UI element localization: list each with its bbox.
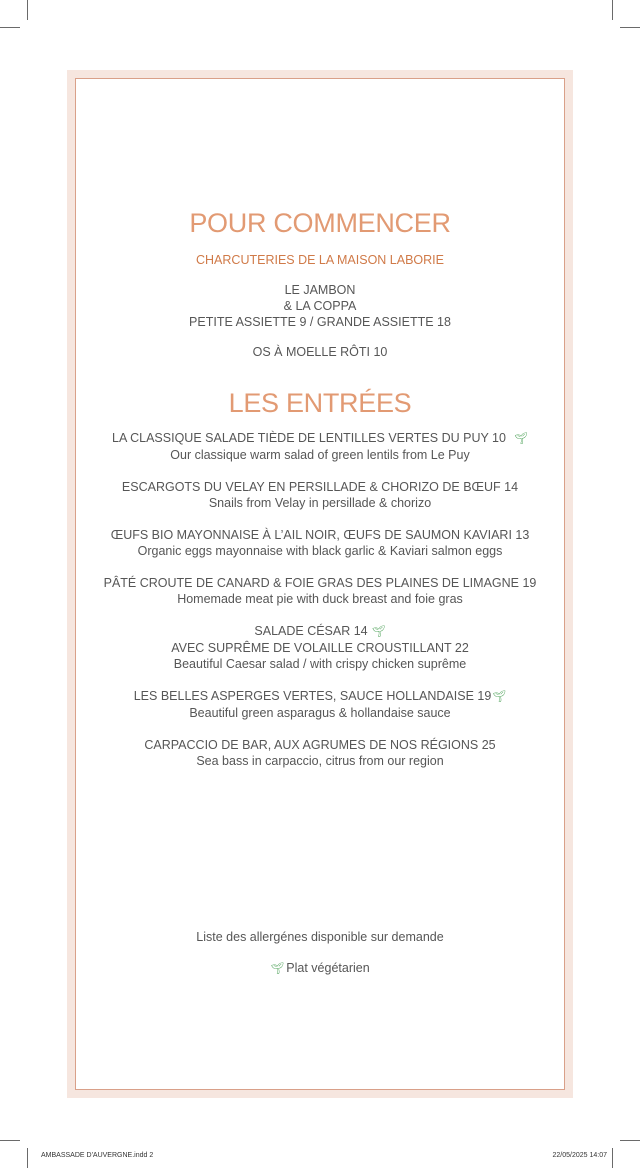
dish-translation: Beautiful green asparagus & hollandaise sauce bbox=[189, 706, 451, 720]
crop-mark bbox=[27, 0, 28, 20]
leaf-icon: 🌱︎ bbox=[492, 691, 507, 703]
list-item bbox=[76, 737, 564, 770]
charcuterie-subtitle: CHARCUTERIES DE LA MAISON LABORIE bbox=[196, 253, 444, 267]
dish-translation: Our classique warm salad of green lentils from Le Puy bbox=[170, 448, 470, 462]
dish-name: ESCARGOTS DU VELAY EN PERSILLADE & CHORIZO DE BŒUF 14 bbox=[121, 480, 519, 494]
dish-translation: Snails from Velay in persillade & chorizo bbox=[208, 496, 432, 510]
list-item bbox=[76, 688, 564, 722]
print-slug-filename: AMBASSADE D'AUVERGNE.indd 2 bbox=[41, 1152, 154, 1159]
dish-name: CARPACCIO DE BAR, AUX AGRUMES DE NOS RÉGIONS 25 bbox=[144, 738, 496, 752]
list-item bbox=[76, 623, 564, 673]
os-a-moelle-item: OS À MOELLE RÔTI 10 bbox=[252, 345, 388, 359]
dish-translation: Homemade meat pie with duck breast and foie gras bbox=[177, 592, 463, 606]
dish-option: AVEC SUPRÊME DE VOLAILLE CROUSTILLANT 22 bbox=[171, 641, 469, 655]
list-item bbox=[76, 430, 564, 464]
dish-name: ŒUFS BIO MAYONNAISE À L’AIL NOIR, ŒUFS DE SAUMON KAVIARI 13 bbox=[110, 528, 530, 542]
crop-mark bbox=[620, 27, 640, 28]
menu-card bbox=[75, 78, 565, 1090]
leaf-icon: 🌱︎ bbox=[371, 626, 386, 638]
charcuterie-line: LE JAMBON bbox=[284, 283, 356, 297]
dish-translation: Beautiful Caesar salad / with crispy chicken suprême bbox=[173, 657, 467, 671]
crop-mark bbox=[612, 0, 613, 20]
menu-footer bbox=[76, 929, 564, 978]
dish-name: SALADE CÉSAR 14 bbox=[254, 624, 368, 638]
dish-name: LES BELLES ASPERGES VERTES, SAUCE HOLLANDAISE 19 bbox=[133, 689, 492, 703]
charcuterie-price-line: PETITE ASSIETTE 9 / GRANDE ASSIETTE 18 bbox=[189, 315, 451, 329]
dish-translation: Organic eggs mayonnaise with black garlic & Kaviari salmon eggs bbox=[137, 544, 503, 558]
section-title-les-entrees: LES ENTRÉES bbox=[228, 388, 412, 418]
leaf-icon: 🌱︎ bbox=[270, 963, 285, 975]
crop-mark bbox=[612, 1148, 613, 1168]
menu-content bbox=[76, 206, 564, 770]
charcuterie-block bbox=[76, 282, 564, 330]
menu-page bbox=[67, 70, 573, 1098]
crop-mark bbox=[0, 1140, 20, 1141]
entrees-list bbox=[76, 430, 564, 770]
section-title-pour-commencer: POUR COMMENCER bbox=[189, 208, 451, 238]
leaf-icon: 🌱︎ bbox=[513, 433, 528, 445]
print-slug-datetime: 22/05/2025 14:07 bbox=[552, 1152, 607, 1159]
crop-mark bbox=[0, 27, 20, 28]
charcuterie-line: & LA COPPA bbox=[283, 299, 357, 313]
list-item bbox=[76, 479, 564, 512]
list-item bbox=[76, 527, 564, 560]
list-item bbox=[76, 575, 564, 608]
dish-translation: Sea bass in carpaccio, citrus from our region bbox=[196, 754, 444, 768]
crop-mark bbox=[27, 1148, 28, 1168]
dish-name: PÂTÉ CROUTE DE CANARD & FOIE GRAS DES PLAINES DE LIMAGNE 19 bbox=[103, 576, 537, 590]
dish-name: LA CLASSIQUE SALADE TIÈDE DE LENTILLES VERTES DU PUY 10 bbox=[112, 431, 506, 445]
allergen-note: Liste des allergénes disponible sur demande bbox=[196, 930, 444, 944]
crop-mark bbox=[620, 1140, 640, 1141]
vegetarian-legend: Plat végétarien bbox=[286, 961, 370, 975]
